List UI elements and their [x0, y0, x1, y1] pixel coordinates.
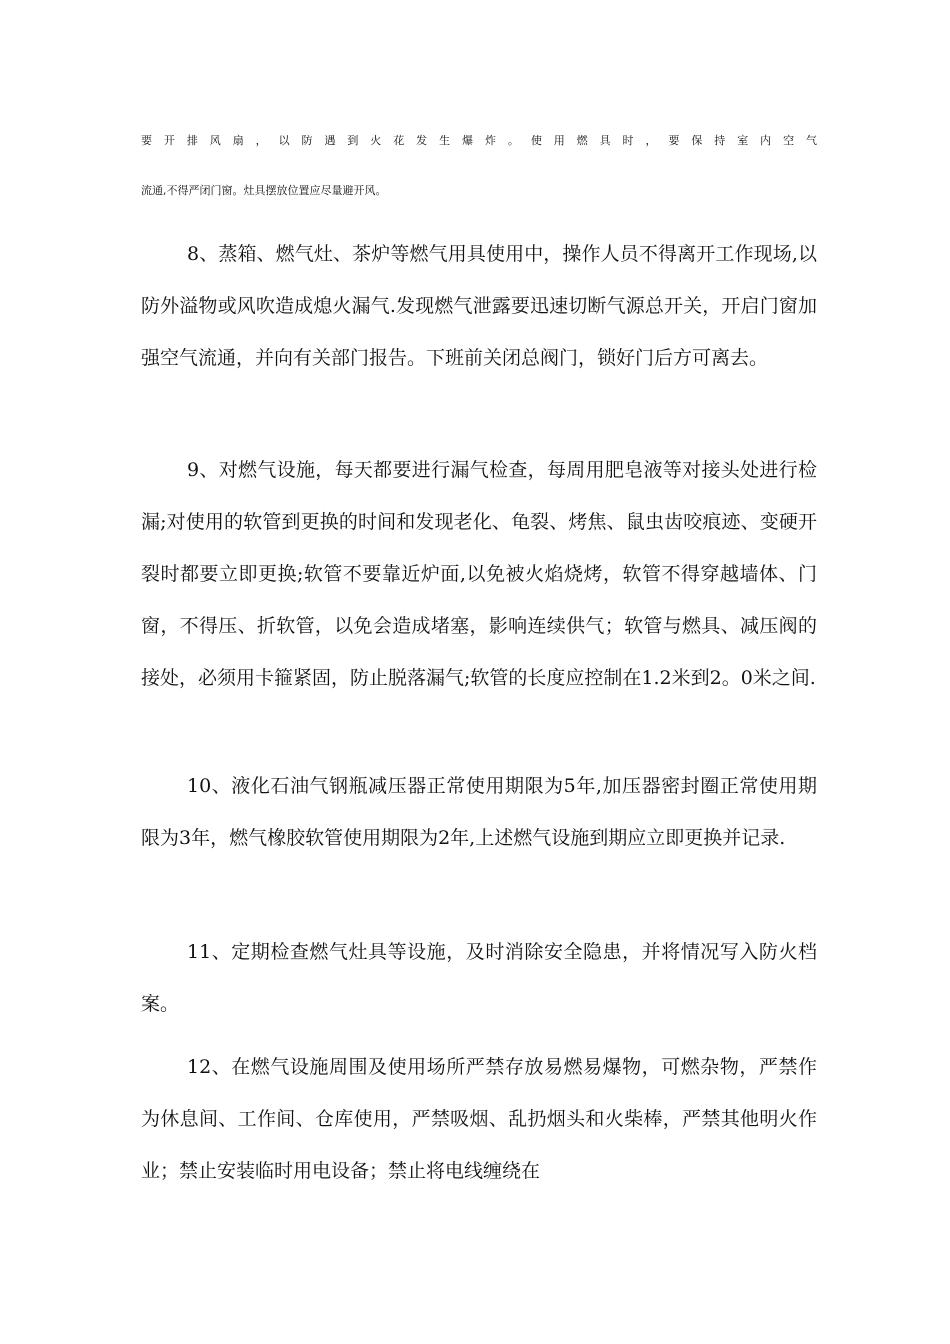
top-fragment-line-2: 流通,不得严闭门窗。灶具摆放位置应尽量避开风。: [141, 184, 387, 197]
top-fragment-line-1: 要开排风扇，以防遇到火花发生爆炸。使用燃具时，要保持室内空气: [141, 134, 817, 147]
paragraph-8: 8、蒸箱、燃气灶、茶炉等燃气用具使用中，操作人员不得离开工作现场,以防外溢物或风吹造成熄火漏气.发现燃气泄露要迅速切断气源总开关，开启门窗加强空气流通，并向有关部门报告。下班前关闭总阀门，锁好门后方可离去。: [141, 243, 817, 369]
paragraph-12: 12、在燃气设施周围及使用场所严禁存放易燃易爆物，可燃杂物，严禁作为休息间、工作间、仓库使用，严禁吸烟、乱扔烟头和火柴棒，严禁其他明火作业；禁止安装临时用电设备；禁止将电线缠绕在: [141, 1056, 817, 1182]
paragraph-9: 9、对燃气设施，每天都要进行漏气检查，每周用肥皂液等对接头处进行检漏;对使用的软管到更换的时间和发现老化、龟裂、烤焦、鼠虫齿咬痕迹、变硬开裂时都要立即更换;软管不要靠近炉面,以免被火焰烧烤，软管不得穿越墙体、门窗，不得压、折软管，以免会造成堵塞，影响连续供气；软管与燃具、减压阀的接处，必须用卡箍紧固，防止脱落漏气;软管的长度应控制在1.2米到2。0米之间.: [141, 459, 817, 689]
paragraph-11: 11、定期检查燃气灶具等设施，及时消除安全隐患，并将情况写入防火档案。: [141, 941, 817, 1015]
paragraph-10: 10、液化石油气钢瓶减压器正常使用期限为5年,加压器密封圈正常使用期限为3年，燃气橡胶软管使用期限为2年,上述燃气设施到期应立即更换并记录.: [141, 775, 817, 849]
